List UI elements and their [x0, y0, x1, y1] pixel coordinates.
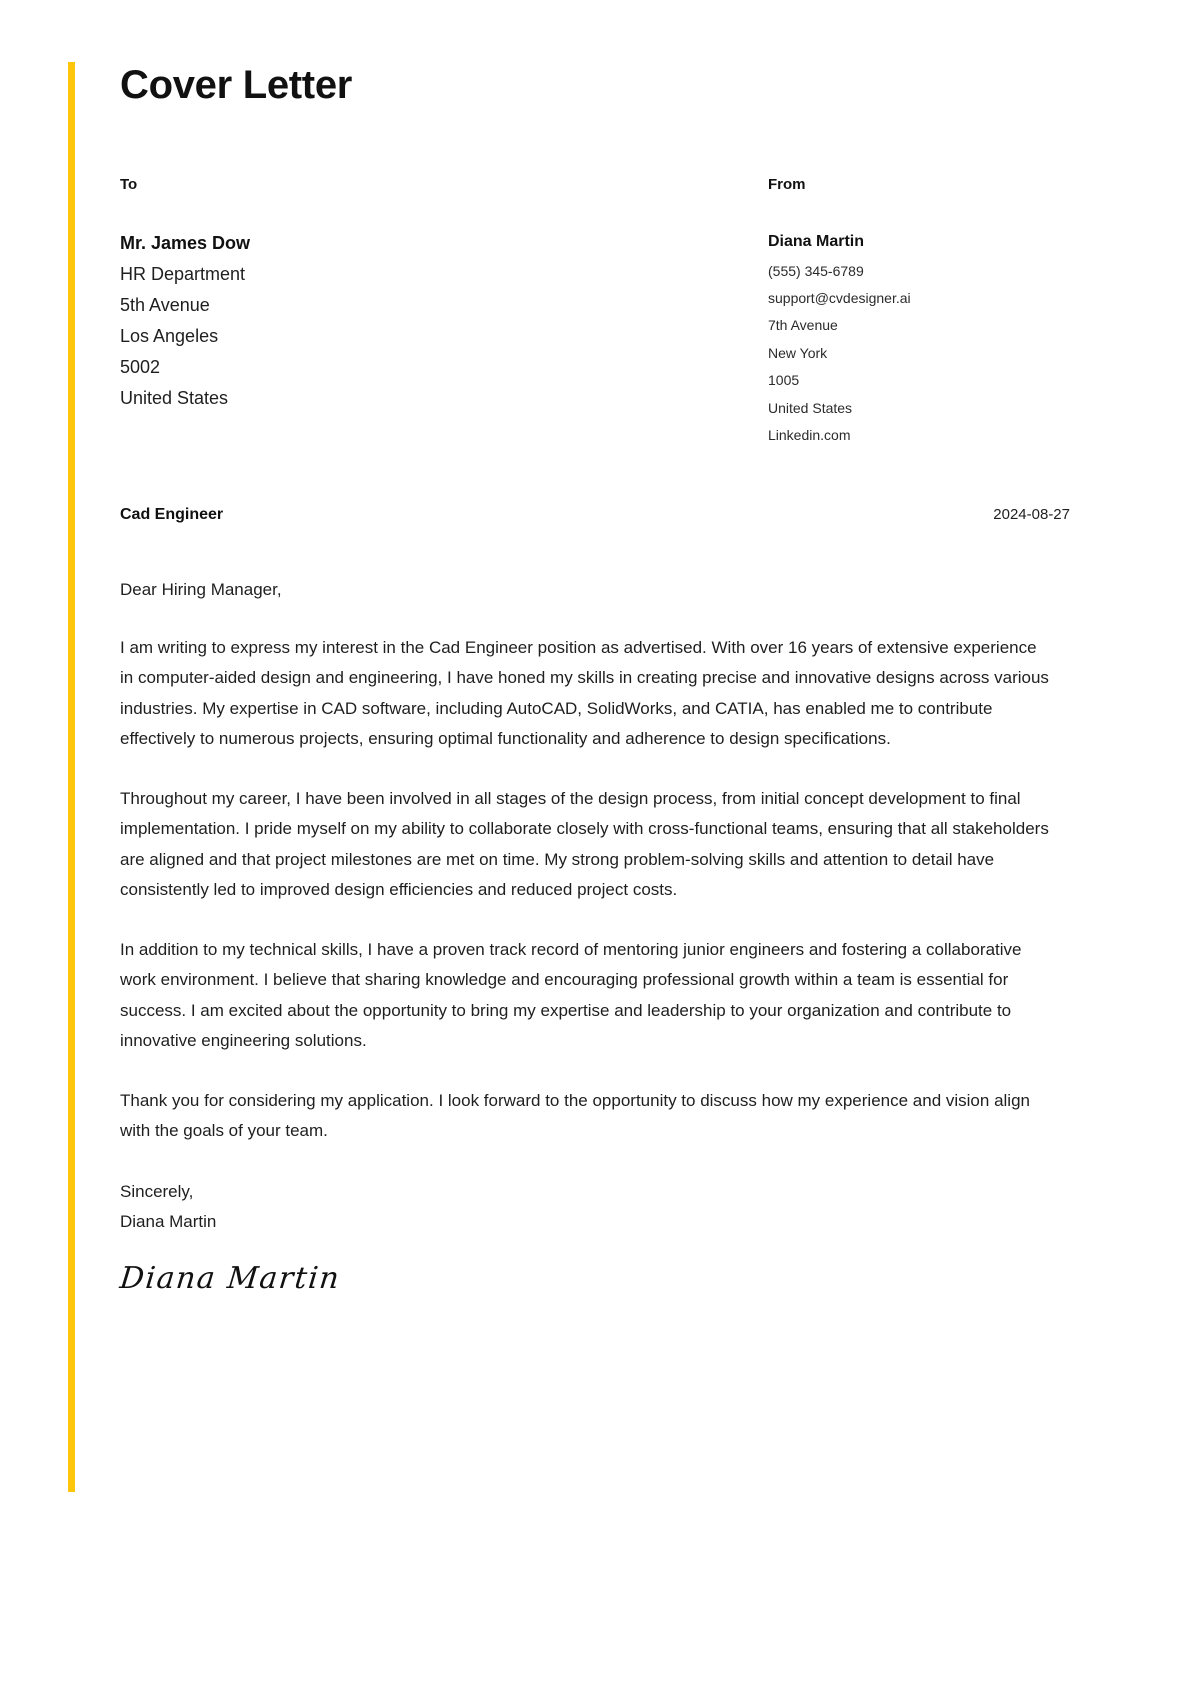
sender-line: United States — [768, 399, 853, 416]
subject-row — [120, 506, 1070, 524]
body-paragraph: In addition to my technical skills, I have a proven track record of mentoring junior engineers and fostering a collaborative work environment. I believe that sharing knowledge and encouraging professional growth within a team is essential for success. I am excited about the opportunity to bring my expertise and leadership to your organization and contribute to innovative engineering solutions. — [120, 940, 1022, 1050]
body-paragraph: Thank you for considering my application. I look forward to the opportunity to discuss how my experience and vision align with the goals of your team. — [120, 1091, 1030, 1141]
address-block — [120, 176, 1070, 450]
salutation: Dear Hiring Manager, — [120, 579, 282, 599]
sender-line: 1005 — [768, 372, 800, 389]
sender-phone: (555) 345-6789 — [768, 262, 864, 279]
sender-line: 7th Avenue — [768, 317, 838, 334]
sender-column — [768, 176, 1070, 450]
body-paragraph: I am writing to express my interest in the Cad Engineer position as advertised. With over 16 years of extensive experience in computer-aided design and engineering, I have honed my skills in creating precise and innovative designs across various industries. My expertise in CAD software, including AutoCAD, SolidWorks, and CATIA, has enabled me to contribute effectively to numerous projects, ensuring optimal functionality and adherence to design specifications. — [120, 638, 1049, 748]
recipient-column — [120, 176, 768, 414]
sender-email: support@cvdesigner.ai — [768, 289, 911, 306]
recipient-line: HR Department — [120, 263, 246, 284]
position-title: Cad Engineer — [120, 505, 224, 523]
letter-content — [120, 62, 1070, 1297]
signature-script: Diana Martin — [118, 1261, 343, 1297]
page-title: Cover Letter — [120, 63, 353, 107]
sender-label: From — [768, 176, 806, 193]
recipient-name: Mr. James Dow — [120, 233, 251, 253]
recipient-line: 5th Avenue — [120, 294, 210, 315]
sender-linkedin: Linkedin.com — [768, 427, 851, 444]
recipient-line: 5002 — [120, 356, 161, 377]
closing-block — [120, 1177, 1050, 1298]
recipient-line: United States — [120, 387, 229, 408]
signer-name: Diana Martin — [120, 1211, 217, 1231]
accent-bar — [68, 62, 75, 1492]
sender-line: New York — [768, 344, 828, 361]
sender-name: Diana Martin — [768, 233, 865, 250]
letter-body — [120, 576, 1050, 1298]
closing-salutation: Sincerely, — [120, 1181, 194, 1201]
body-paragraph: Throughout my career, I have been involved in all stages of the design process, from initial concept development to final implementation. I pride myself on my ability to collaborate closely with cross-functional teams, ensuring that all stakeholders are aligned and that project milestones are met on time. My strong problem-solving skills and attention to detail have consistently led to improved design efficiencies and reduced project costs. — [120, 789, 1049, 899]
recipient-label: To — [120, 176, 138, 193]
recipient-line: Los Angeles — [120, 325, 219, 346]
letter-date: 2024-08-27 — [993, 505, 1070, 523]
